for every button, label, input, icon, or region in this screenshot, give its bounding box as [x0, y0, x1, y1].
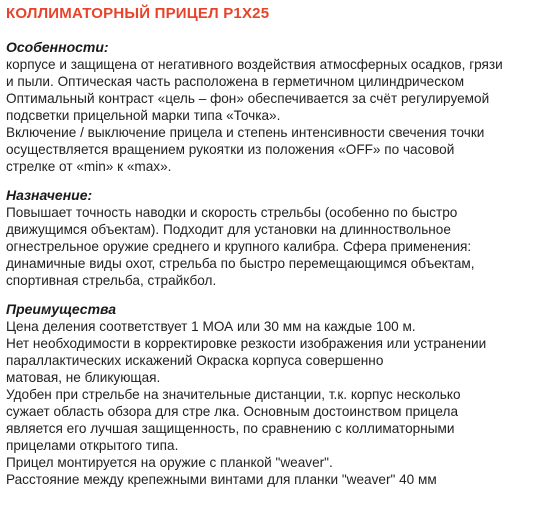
section-heading-purpose: Назначение:	[6, 187, 93, 203]
features-line: и пыли. Оптическая часть расположена в герметичном цилиндрическом	[6, 74, 465, 89]
section-heading-advantages: Преимущества	[6, 301, 117, 317]
features-line: корпусе и защищена от негативного воздействия атмосферных осадков, грязи	[6, 57, 503, 72]
purpose-line: динамичные виды охот, стрельба по быстро перемещающимся объектам,	[6, 256, 475, 271]
section-advantages	[6, 301, 531, 488]
section-features	[6, 39, 531, 175]
advantages-line: Расстояние между крепежными винтами для планки "weaver" 40 мм	[6, 472, 437, 487]
features-line: стрелке от «min» к «max».	[6, 159, 172, 174]
purpose-line: Повышает точность наводки и скорость стрельбы (особенно по быстро	[6, 205, 458, 220]
page-title: КОЛЛИМАТОРНЫЙ ПРИЦЕЛ P1X25	[6, 5, 270, 22]
advantages-line: Цена деления соответствует 1 МОА или 30 мм на каждые 100 м.	[6, 319, 416, 334]
advantages-line: сужает область обзора для стре лка. Основным достоинством прицела	[6, 404, 459, 419]
advantages-line: параллактических искажений Окраска корпуса совершенно	[6, 353, 384, 368]
features-line: подсветки прицельной марки типа «Точка».	[6, 108, 281, 123]
advantages-line: прицелами открытого типа.	[6, 438, 179, 453]
advantages-line: Нет необходимости в корректировке резкости изображения или устранении	[6, 336, 487, 351]
features-line: Оптимальный контраст «цель – фон» обеспечивается за счёт регулируемой	[6, 91, 490, 106]
document-page	[6, 5, 531, 500]
section-purpose	[6, 187, 531, 289]
features-line: Включение / выключение прицела и степень интенсивности свечения точки	[6, 125, 485, 140]
advantages-line: является его лучшая защищенность, по сравнению с коллиматорными	[6, 421, 455, 436]
purpose-line: спортивная стрельба, страйкбол.	[6, 273, 217, 288]
features-line: осуществляется вращением рукоятки из положения «OFF» по часовой	[6, 142, 455, 157]
section-heading-features: Особенности:	[6, 39, 109, 55]
advantages-line: матовая, не бликующая.	[6, 370, 161, 385]
advantages-line: Удобен при стрельбе на значительные дистанции, т.к. корпус несколько	[6, 387, 461, 402]
advantages-line: Прицел монтируется на оружие с планкой "weaver".	[6, 455, 333, 470]
purpose-line: огнестрельное оружие среднего и крупного калибра. Сфера применения:	[6, 239, 472, 254]
purpose-line: движущимся объектам). Подходит для установки на длинноствольное	[6, 222, 451, 237]
